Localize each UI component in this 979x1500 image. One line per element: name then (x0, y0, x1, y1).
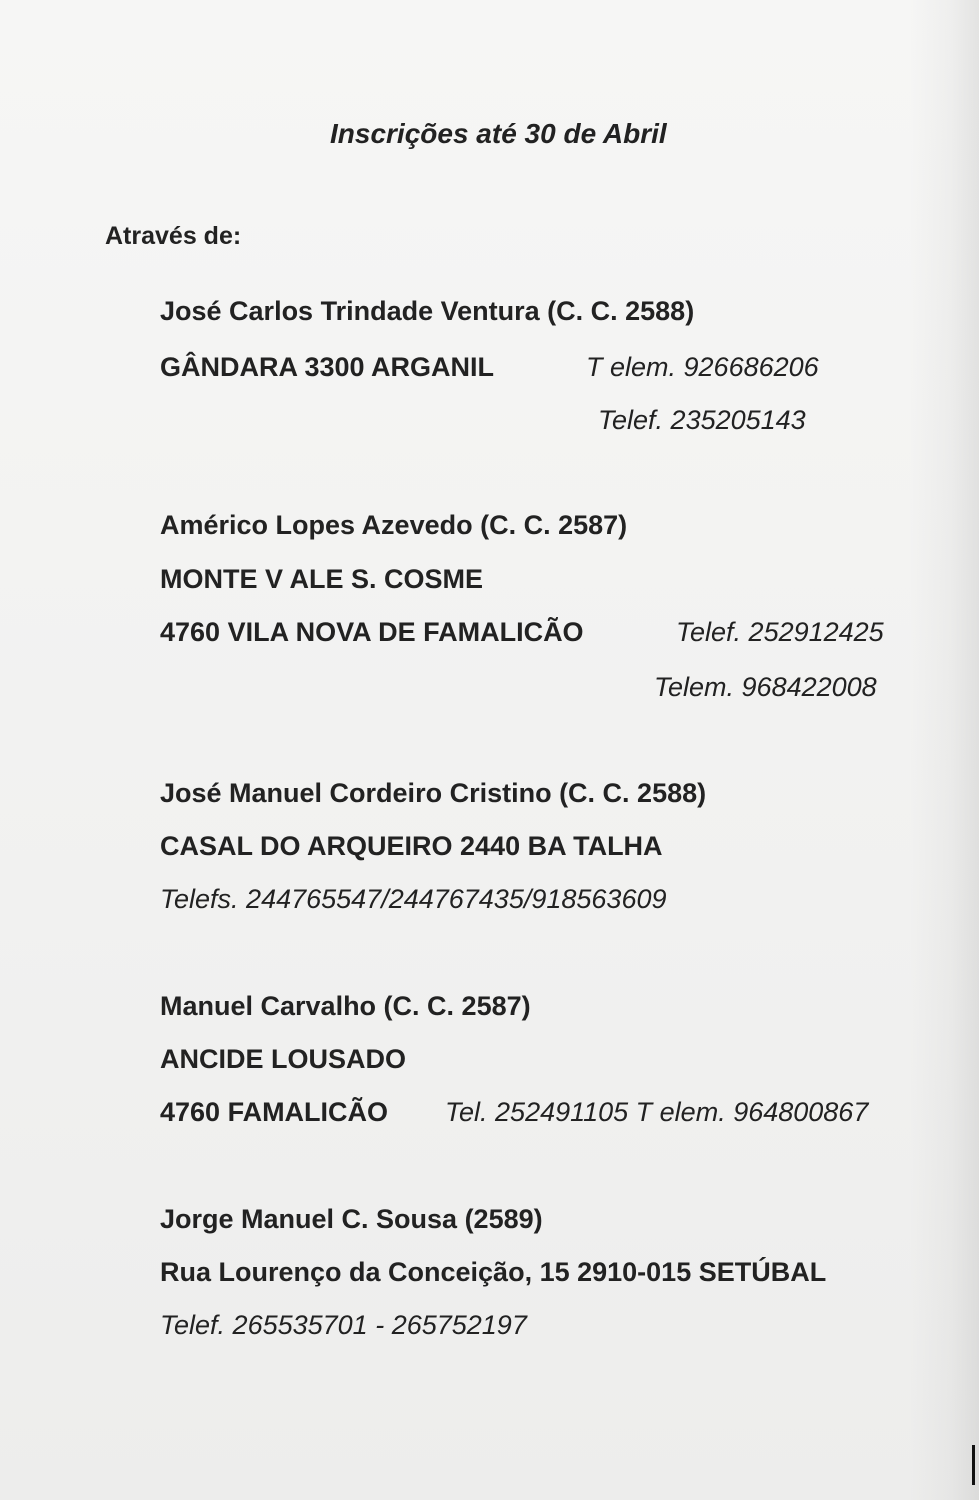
contact-4-name: Manuel Carvalho (C. C. 2587) (160, 991, 531, 1021)
page-edge-mark (972, 1445, 975, 1485)
contact-1-phone: Telef. 235205143 (598, 405, 806, 435)
contact-4-address-2: 4760 FAMALICÃO (160, 1097, 389, 1127)
contact-2-address-1: MONTE V ALE S. COSME (160, 564, 484, 594)
contact-2-mobile: Telem. 968422008 (654, 672, 877, 702)
contact-4-address-1: ANCIDE LOUSADO (160, 1044, 407, 1074)
page-heading: Inscrições até 30 de Abril (330, 118, 667, 149)
contact-2-phone: Telef. 252912425 (676, 617, 884, 647)
contact-5-name: Jorge Manuel C. Sousa (2589) (160, 1204, 543, 1234)
contact-4-phones: Tel. 252491105 T elem. 964800867 (445, 1097, 869, 1127)
contact-1-name: José Carlos Trindade Ventura (C. C. 2588) (160, 296, 695, 326)
page-edge-shadow (909, 0, 979, 1500)
contact-3-address: CASAL DO ARQUEIRO 2440 BA TALHA (160, 831, 663, 861)
contact-5-phones: Telef. 265535701 - 265752197 (160, 1310, 527, 1340)
contact-2-address-2: 4760 VILA NOVA DE FAMALICÃO (160, 617, 584, 647)
contact-3-name: José Manuel Cordeiro Cristino (C. C. 2588) (160, 778, 707, 808)
contact-1-address: GÂNDARA 3300 ARGANIL (160, 352, 495, 382)
contact-5-address: Rua Lourenço da Conceição, 15 2910-015 SETÚBAL (160, 1257, 827, 1287)
contact-3-phones: Telefs. 244765547/244767435/918563609 (160, 884, 667, 914)
contact-2-name: Américo Lopes Azevedo (C. C. 2587) (160, 510, 628, 540)
intro-label: Através de: (105, 222, 242, 250)
contact-1-mobile: T elem. 926686206 (586, 352, 819, 382)
